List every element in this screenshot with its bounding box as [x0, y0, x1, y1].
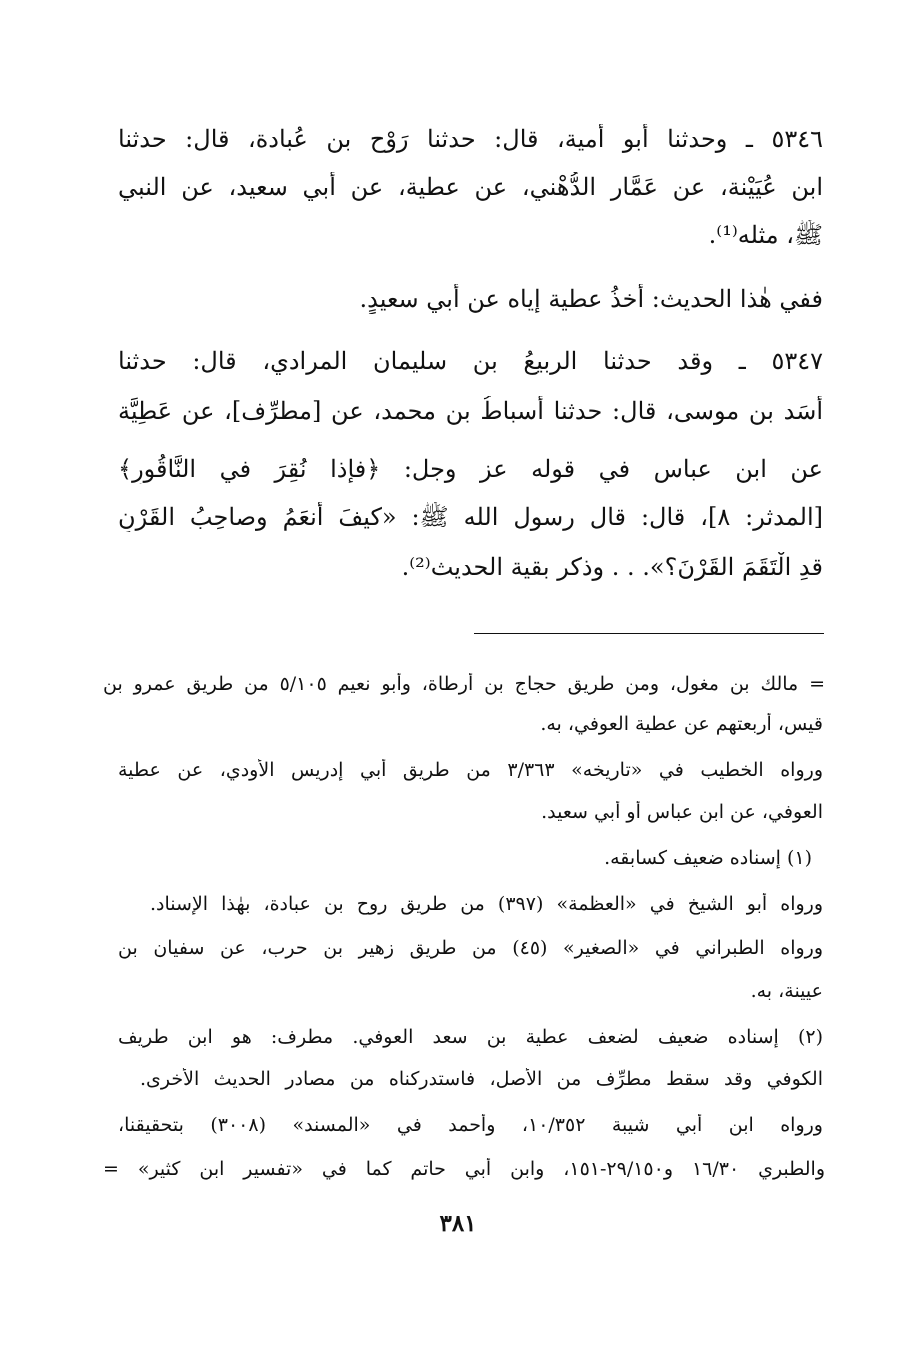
- footnote-line-10: الكوفي وقد سقط مطرِّف من الأصل، فاستدركناه من مصادر الحديث الأخرى.: [140, 1068, 823, 1090]
- footnote-line-12: والطبري ١٦/٣٠ و٢٩/١٥٠-١٥١، وابن أبي حاتم كما في «تفسير ابن كثير» =: [103, 1158, 825, 1180]
- main-line-3: ﷺ، مثله⁽¹⁾.: [708, 221, 823, 249]
- page-number: ٣٨١: [439, 1210, 477, 1237]
- main-line-2: ابن عُيَيْنة، عن عَمَّار الدُّهْني، عن عطية، عن أبي سعيد، عن النبي: [118, 173, 823, 201]
- main-line-1: ٥٣٤٦ ـ وحدثنا أبو أمية، قال: حدثنا رَوْح بن عُبادة، قال: حدثنا: [118, 125, 823, 153]
- footnote-separator: [474, 633, 824, 634]
- footnote-line-2: قيس، أربعتهم عن عطية العوفي، به.: [540, 713, 823, 735]
- main-line-9: قدِ الْتَقَمَ القَرْنَ؟». . . وذكر بقية الحديث⁽²⁾.: [401, 553, 823, 581]
- footnote-line-11: ورواه ابن أبي شيبة ١٠/٣٥٢، وأحمد في «المسند» (٣٠٠٨) بتحقيقنا،: [118, 1114, 823, 1136]
- main-line-4: ففي هٰذا الحديث: أَخذُ عطية إياه عن أبي سعيدٍ.: [359, 285, 823, 313]
- footnote-line-1: = مالك بن مغول، ومن طريق حجاج بن أرطاة، وأبو نعيم ٥/١٠٥ من طريق عمرو بن: [103, 673, 825, 695]
- main-line-6: أَسَد بن موسى، قال: حدثنا أَسباطُ بن محمد، عن [مطرِّف]، عن عَطِيَّة: [118, 397, 823, 425]
- main-line-5: ٥٣٤٧ ـ وقد حدثنا الربيعُ بن سليمان المرادي، قال: حدثنا: [118, 347, 823, 375]
- main-line-8: [المدثر: ٨]، قال: قال رسول الله ﷺ: «كيفَ أنعَمُ وصاحِبُ القَرْنِ: [118, 503, 823, 531]
- footnote-line-7: ورواه الطبراني في «الصغير» (٤٥) من طريق زهير بن حرب، عن سفيان بن: [118, 937, 823, 959]
- footnote-line-4: العوفي، عن ابن عباس أو أبي سعيد.: [541, 801, 823, 823]
- footnote-line-6: ورواه أبو الشيخ في «العظمة» (٣٩٧) من طريق روح بن عبادة، بهٰذا الإسناد.: [150, 893, 823, 915]
- footnote-line-8: عيينة، به.: [750, 980, 823, 1002]
- footnote-line-9: (٢) إسناده ضعيف لضعف عطية بن سعد العوفي. مطرف: هو ابن طريف: [118, 1026, 823, 1048]
- footnote-line-5: (١) إسناده ضعيف كسابقه.: [604, 847, 812, 869]
- main-line-7: عن ابن عباس في قوله عز وجل: ﴿فإذا نُقِرَ في النَّاقُورِ﴾: [118, 455, 823, 483]
- footnote-line-3: ورواه الخطيب في «تاريخه» ٣/٣٦٣ من طريق أبي إدريس الأودي، عن عطية: [118, 759, 823, 781]
